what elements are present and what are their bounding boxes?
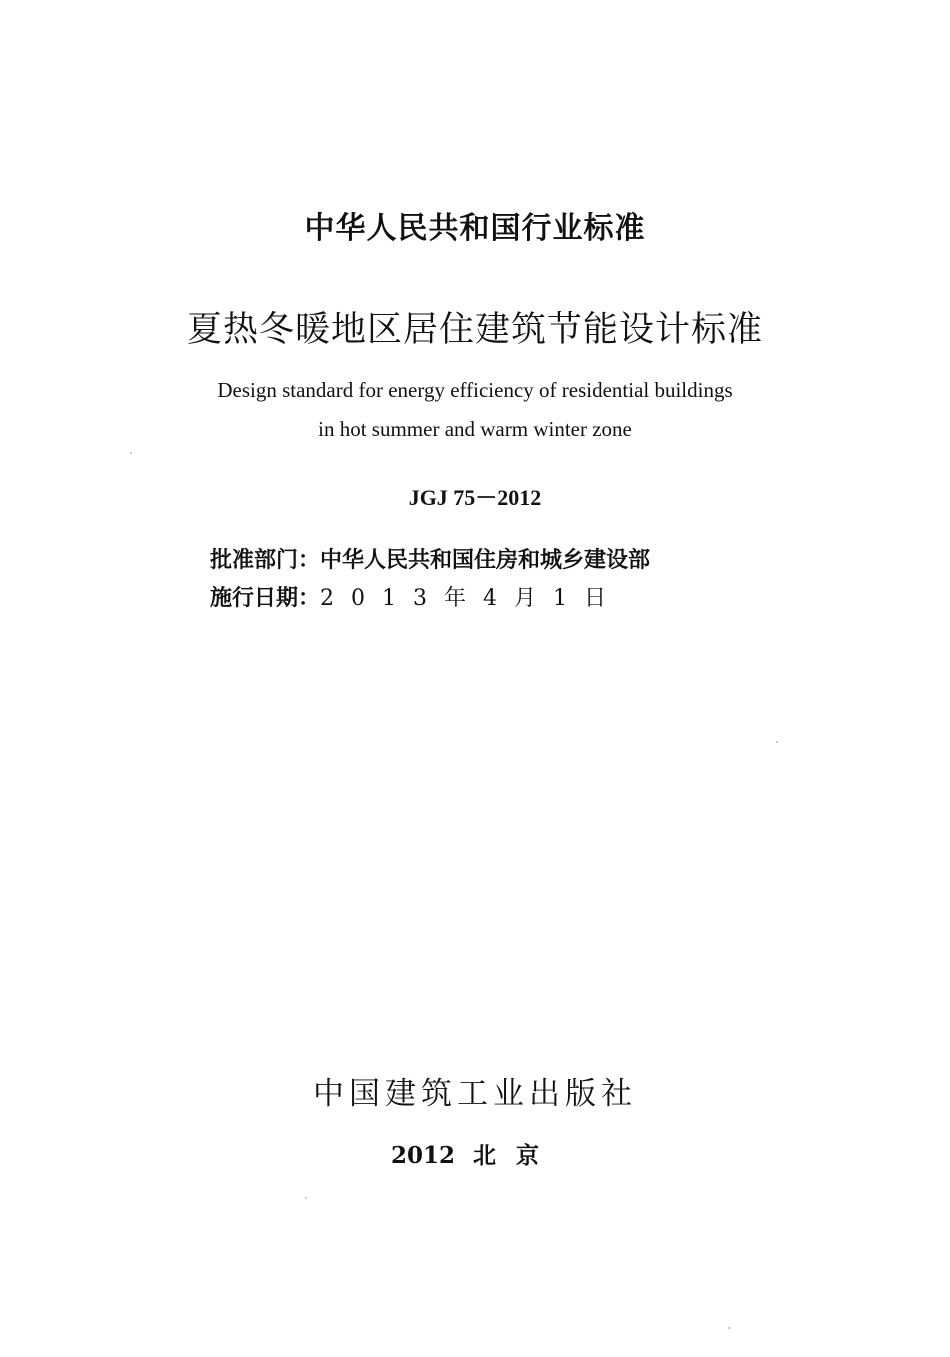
approval-department <box>210 543 650 574</box>
approval-label: 批准部门： <box>210 548 321 573</box>
document-title-english-line-2: in hot summer and warm winter zone <box>318 417 632 441</box>
publication-imprint <box>0 1137 950 1170</box>
standard-category-heading: 中华人民共和国行业标准 <box>304 211 646 246</box>
standard-code: JGJ 75－2012 <box>408 485 542 510</box>
effective-value: 2013年4月1日 <box>320 586 623 611</box>
publisher-name: 中国建筑工业出版社 <box>313 1076 637 1112</box>
document-title-chinese: 夏热冬暖地区居住建筑节能设计标准 <box>186 310 763 350</box>
approval-value: 中华人民共和国住房和城乡建设部 <box>320 548 651 573</box>
effective-label: 施行日期： <box>210 586 321 611</box>
publication-year: 2012 <box>390 1142 455 1169</box>
scan-speck <box>130 452 132 454</box>
scan-speck <box>776 741 778 743</box>
effective-date <box>210 581 623 612</box>
scan-speck <box>728 1327 730 1329</box>
document-title-english-line-1: Design standard for energy efficiency of residential buildings <box>217 378 733 402</box>
publication-city: 北京 <box>473 1142 559 1169</box>
scan-speck <box>305 1197 307 1199</box>
